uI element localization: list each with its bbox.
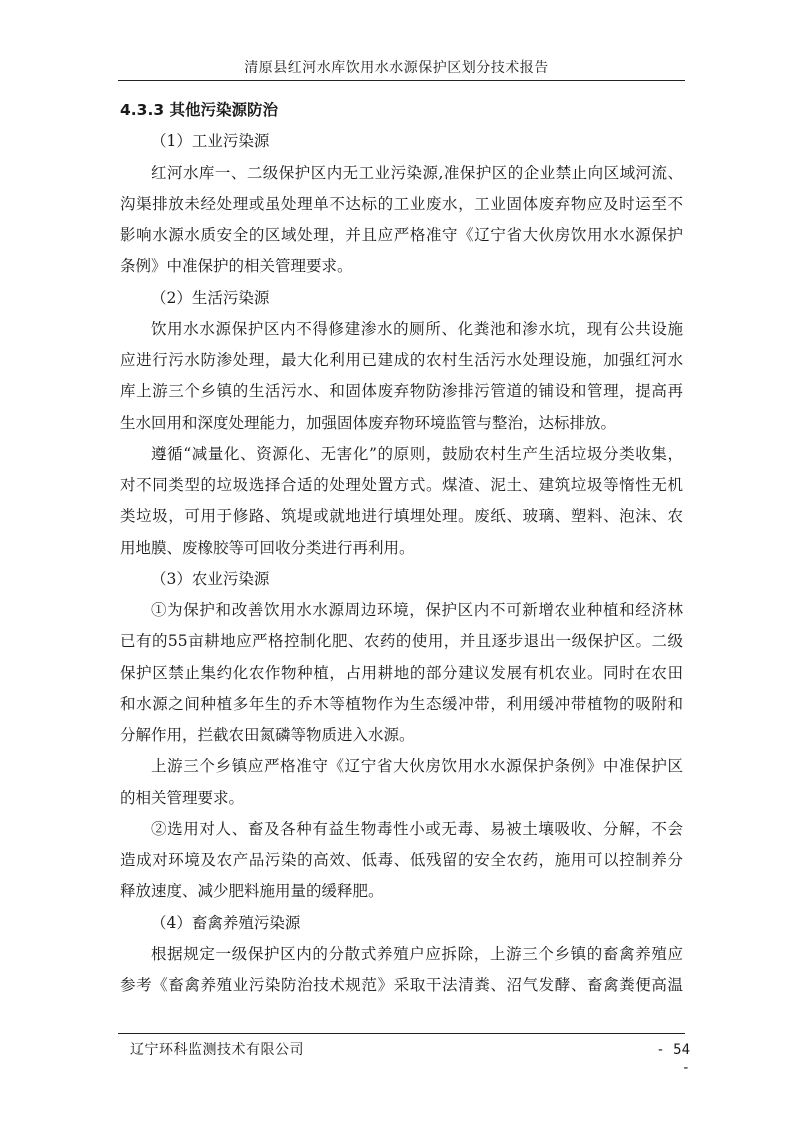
footer-company: 辽宁环科监测技术有限公司	[130, 1042, 304, 1058]
paragraph-line: 用地膜、废橡胶等可回收分类进行再利用。	[120, 538, 415, 557]
paragraph-line: 释放速度、减少肥料施用量的缓释肥。	[120, 882, 384, 901]
section-heading: 4.3.3 其他污染源防治	[120, 101, 279, 119]
header-divider	[118, 80, 685, 81]
subheading-industrial: （1）工业污染源	[151, 132, 270, 151]
footer-divider	[118, 1033, 685, 1034]
subheading-agricultural: （3）农业污染源	[151, 569, 270, 588]
paragraph-line: 条例》中准保护的相关管理要求。	[120, 257, 353, 276]
paragraph-line: ②选用对人、畜及各种有益生物毒性小或无毒、易被土壤吸收、分解，不会	[151, 819, 683, 838]
paragraph-line: 分解作用，拦截农田氮磷等物质进入水源。	[120, 726, 415, 744]
page-number: - 54 -	[656, 1042, 690, 1076]
paragraph-line: 类垃圾，可用于修路、筑堤或就地进行填埋处理。废纸、玻璃、塑料、泡沫、农	[120, 507, 683, 526]
paragraph-line: 饮用水水源保护区内不得修建渗水的厕所、化粪池和渗水坑，现有公共设施	[151, 319, 683, 338]
paragraph-line: 造成对环境及农产品污染的高效、低毒、低残留的安全农药，施用可以控制养分	[120, 851, 683, 869]
paragraph-line: 上游三个乡镇应严格准守《辽宁省大伙房饮用水水源保护条例》中准保护区	[151, 757, 683, 776]
subheading-livestock: （4）畜禽养殖污染源	[151, 913, 301, 932]
paragraph-line: 生水回用和深度处理能力，加强固体废弃物环境监管与整治，达标排放。	[120, 413, 617, 432]
page-body	[120, 95, 683, 1001]
paragraph-line: 库上游三个乡镇的生活污水、和固体废弃物防渗排污管道的铺设和管理，提高再	[120, 382, 683, 401]
paragraph-line: 和水源之间种植多年生的乔木等植物作为生态缓冲带，利用缓冲带植物的吸附和	[120, 694, 683, 713]
paragraph-line: 的相关管理要求。	[120, 788, 245, 807]
paragraph-line: 保护区禁止集约化农作物种植，占用耕地的部分建议发展有机农业。同时在农田	[120, 663, 683, 682]
paragraph-line: 对不同类型的垃圾选择合适的处理处置方式。煤渣、泥土、建筑垃圾等惰性无机	[120, 476, 683, 494]
running-header: 清原县红河水库饮用水水源保护区划分技术报告	[244, 60, 549, 76]
paragraph-line: 红河水库一、二级保护区内无工业污染源,准保护区的企业禁止向区域河流、	[151, 163, 683, 182]
paragraph-line: 参考《畜禽养殖业污染防治技术规范》采取干法清粪、沼气发酵、畜禽粪便高温	[120, 976, 683, 994]
paragraph-line: ①为保护和改善饮用水水源周边环境，保护区内不可新增农业种植和经济林	[151, 601, 683, 619]
paragraph-line: 根据规定一级保护区内的分散式养殖户应拆除，上游三个乡镇的畜禽养殖应	[151, 944, 683, 963]
paragraph-line: 应进行污水防渗处理，最大化利用已建成的农村生活污水处理设施，加强红河水	[120, 351, 683, 369]
subheading-domestic: （2）生活污染源	[151, 288, 270, 307]
paragraph-line: 已有的55亩耕地应严格控制化肥、农药的使用，并且逐步退出一级保护区。二级	[120, 632, 683, 651]
paragraph-line: 遵循“减量化、资源化、无害化”的原则，鼓励农村生产生活垃圾分类收集，	[151, 444, 683, 463]
paragraph-line: 沟渠排放未经处理或虽处理单不达标的工业废水，工业固体废弃物应及时运至不	[120, 194, 683, 213]
paragraph-line: 影响水源水质安全的区域处理，并且应严格准守《辽宁省大伙房饮用水水源保护	[120, 226, 683, 244]
